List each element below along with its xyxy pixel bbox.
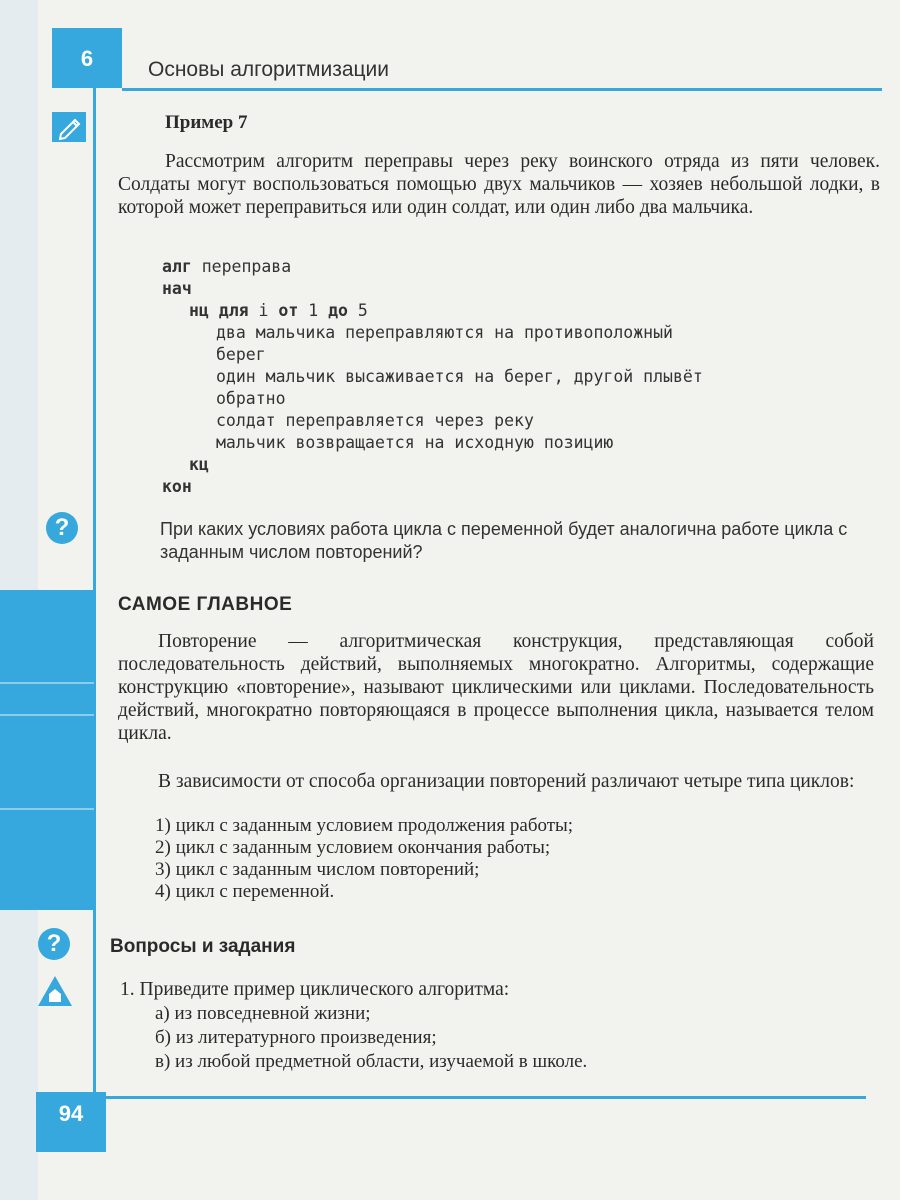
question-text: При каких условиях работа цикла с переменной будет аналогична работе цикла с заданным числом повторений? xyxy=(160,519,848,562)
footer-rule xyxy=(106,1096,866,1099)
algorithm-code xyxy=(162,256,703,498)
list-item: 3) цикл с заданным числом повторений; xyxy=(155,859,480,880)
pencil-icon xyxy=(52,112,86,142)
code-line-body: два мальчика переправляются на противоположный xyxy=(216,323,673,342)
list-item: 2) цикл с заданным условием окончания работы; xyxy=(155,837,551,858)
question-icon: ? xyxy=(38,928,70,960)
list-item: в) из любой предметной области, изучаемой в школе. xyxy=(155,1051,588,1072)
code-line-body: обратно xyxy=(216,389,286,408)
summary-margin-block xyxy=(0,590,94,910)
example-title: Пример 7 xyxy=(165,112,248,133)
tasks-heading: Вопросы и задания xyxy=(110,936,296,957)
code-line-body: берег xyxy=(216,345,266,364)
task-subitems xyxy=(155,1002,587,1074)
list-item: 4) цикл с переменной. xyxy=(155,881,335,902)
header-rule xyxy=(122,88,882,91)
code-line-begin: нач xyxy=(162,279,192,298)
code-line-loop: нц для i от 1 до 5 xyxy=(189,301,368,320)
list-item: б) из литературного произведения; xyxy=(155,1027,437,1048)
code-line-body: солдат переправляется через реку xyxy=(216,411,534,430)
summary-heading: САМОЕ ГЛАВНОЕ xyxy=(118,594,293,615)
chapter-number: 6 xyxy=(52,28,122,88)
task-item: 1. Приведите пример циклического алгоритма: xyxy=(120,979,510,1000)
question-icon: ? xyxy=(46,512,78,544)
code-line-body: один мальчик высаживается на берег, другой плывёт xyxy=(216,367,703,386)
code-line-alg: алг переправа xyxy=(162,257,292,276)
list-item: 1) цикл с заданным условием продолжения работы; xyxy=(155,815,574,836)
summary-paragraph: Повторение — алгоритмическая конструкция, представляющая собой последовательность действий, выполняемых многократно. Алгоритмы, содержащие конструкцию «повторение», называют циклическими или циклами. Последовательность действий, многократно повторяющаяся в процессе выполнения цикла, называется телом цикла. xyxy=(118,631,874,744)
example-text: Рассмотрим алгоритм переправы через реку воинского отряда из пяти человек. Солдаты могут воспользоваться помощью двух мальчиков — хозяев небольшой лодки, в которой может переправиться или один солдат, или один либо два мальчика. xyxy=(118,151,880,218)
loop-types-list xyxy=(155,815,573,903)
code-line-endloop: кц xyxy=(189,455,209,474)
page-number: 94 xyxy=(36,1092,106,1152)
house-icon xyxy=(36,974,74,1008)
list-item: а) из повседневной жизни; xyxy=(155,1003,371,1024)
chapter-title: Основы алгоритмизации xyxy=(148,58,389,81)
code-line-end: кон xyxy=(162,477,192,496)
summary-paragraph-2: В зависимости от способа организации повторений различают четыре типа циклов: xyxy=(158,771,855,792)
code-line-body: мальчик возвращается на исходную позицию xyxy=(216,433,614,452)
